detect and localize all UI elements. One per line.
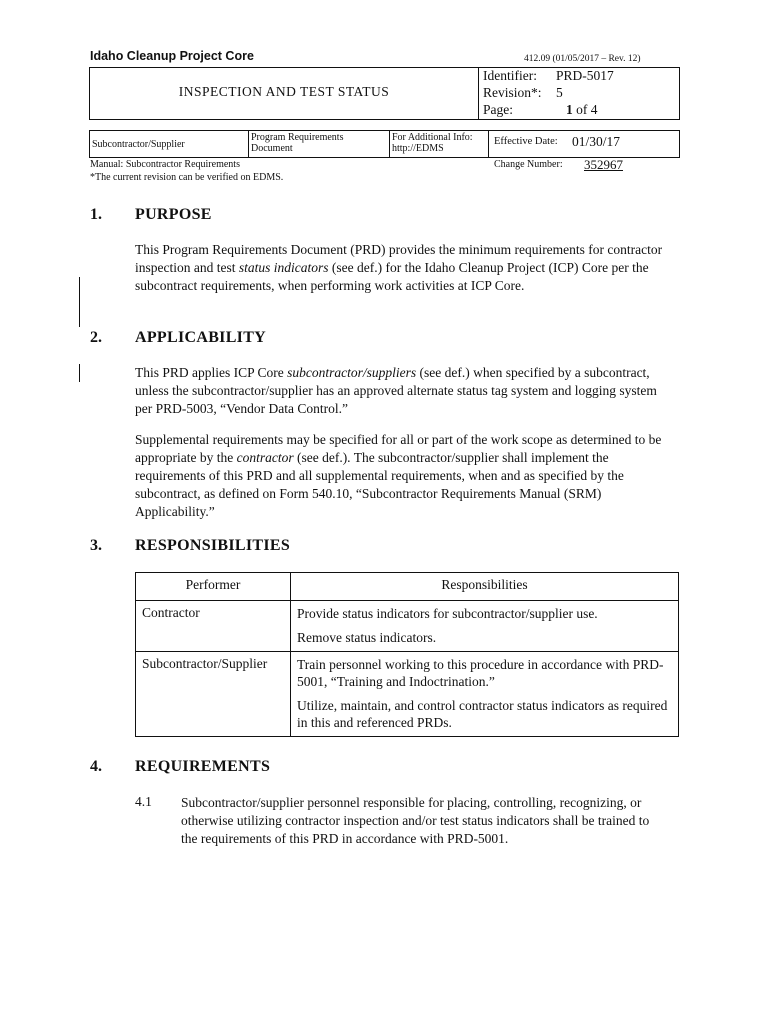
page-label: Page:: [483, 102, 513, 117]
requirement-number: 4.1: [135, 794, 152, 809]
change-number: 352967: [584, 157, 623, 172]
identifier-label: Identifier:: [483, 68, 537, 83]
revision-note: *The current revision can be verified on EDMS.: [90, 172, 284, 183]
section-4-number: 4.: [90, 758, 102, 775]
info-divider-1: [248, 130, 249, 158]
title-divider: [478, 67, 479, 120]
doc-type-cell: [251, 132, 343, 154]
performer-cell: Contractor: [136, 601, 291, 652]
responsibilities-header: Responsibilities: [291, 573, 679, 601]
responsibilities-cell: [291, 652, 679, 737]
section-1-title: PURPOSE: [135, 206, 212, 223]
section-3-number: 3.: [90, 537, 102, 554]
identifier-value: PRD-5017: [556, 68, 614, 83]
effective-date-label: Effective Date:: [494, 136, 558, 147]
revision-value: 5: [556, 85, 563, 100]
responsibilities-table: [135, 572, 679, 737]
doc-type-line1: Program Requirements: [251, 132, 344, 143]
revision-label: Revision*:: [483, 85, 542, 100]
applicability-paragraph-1: This PRD applies ICP Core subcontractor/suppliers (see def.) when specified by a subcontract, unless the subcontractor/supplier has an approved alternate status tag system and logging system per PRD-5003, “Vendor Data Control.”: [135, 365, 657, 416]
info-line1: For Additional Info:: [392, 132, 473, 143]
info-divider-2: [389, 130, 390, 158]
section-4-title: REQUIREMENTS: [135, 758, 271, 775]
info-divider-3: [488, 130, 489, 158]
applicability-cell: Subcontractor/Supplier: [92, 139, 185, 150]
manual-name: Manual: Subcontractor Requirements: [90, 159, 240, 170]
responsibility-item: Remove status indicators.: [297, 630, 437, 645]
table-row: [136, 652, 679, 737]
purpose-paragraph: This Program Requirements Document (PRD) provides the minimum requirements for contractor inspection and test status indicators (see def.) for the Idaho Cleanup Project (ICP) Core per the subcontract requirements, when performing work activities at ICP Core.: [135, 242, 663, 293]
applicability-paragraph-2: Supplemental requirements may be specified for all or part of the work scope as determined to be appropriate by the contractor (see def.). The subcontractor/supplier shall implement the requirements of this PRD and all supplemental requirements, when and as specified by the subcontract, as defined on Form 540.10, “Subcontractor Requirements Manual (SRM) Applicability.”: [135, 432, 662, 519]
change-bar: [79, 277, 80, 327]
section-3-title: RESPONSIBILITIES: [135, 537, 291, 554]
form-reference: 412.09 (01/05/2017 – Rev. 12): [524, 54, 641, 64]
section-1-number: 1.: [90, 206, 102, 223]
performer-cell: Subcontractor/Supplier: [136, 652, 291, 737]
responsibility-item: Train personnel working to this procedure in accordance with PRD-5001, “Training and Indoctrination.”: [297, 657, 664, 689]
edms-link[interactable]: http://EDMS: [392, 143, 444, 154]
responsibility-item: Utilize, maintain, and control contractor status indicators as required in this and referenced PRDs.: [297, 698, 668, 730]
revision-line: [483, 85, 563, 101]
additional-info-cell: [392, 132, 473, 154]
doc-type-line2: Document: [251, 143, 293, 154]
page-number: 1: [566, 102, 573, 117]
page-of: of 4: [576, 102, 598, 117]
organization-name: Idaho Cleanup Project Core: [90, 49, 254, 63]
identifier-line: [483, 68, 614, 84]
performer-header: Performer: [136, 573, 291, 601]
responsibility-item: Provide status indicators for subcontractor/supplier use.: [297, 606, 598, 621]
table-row: [136, 601, 679, 652]
effective-date-value: 01/30/17: [572, 134, 621, 149]
requirement-text: Subcontractor/supplier personnel responsible for placing, controlling, recognizing, or otherwise utilizing contractor inspection and/or test status indicators shall be trained to the requirements of this PRD in accordance with PRD-5001.: [181, 795, 650, 846]
document-title: INSPECTION AND TEST STATUS: [178, 84, 390, 99]
page-line: [483, 102, 598, 118]
table-header-row: [136, 573, 679, 601]
section-2-title: APPLICABILITY: [135, 329, 267, 346]
change-number-label: Change Number:: [494, 159, 563, 170]
responsibilities-cell: [291, 601, 679, 652]
change-bar: [79, 364, 80, 382]
section-2-number: 2.: [90, 329, 102, 346]
